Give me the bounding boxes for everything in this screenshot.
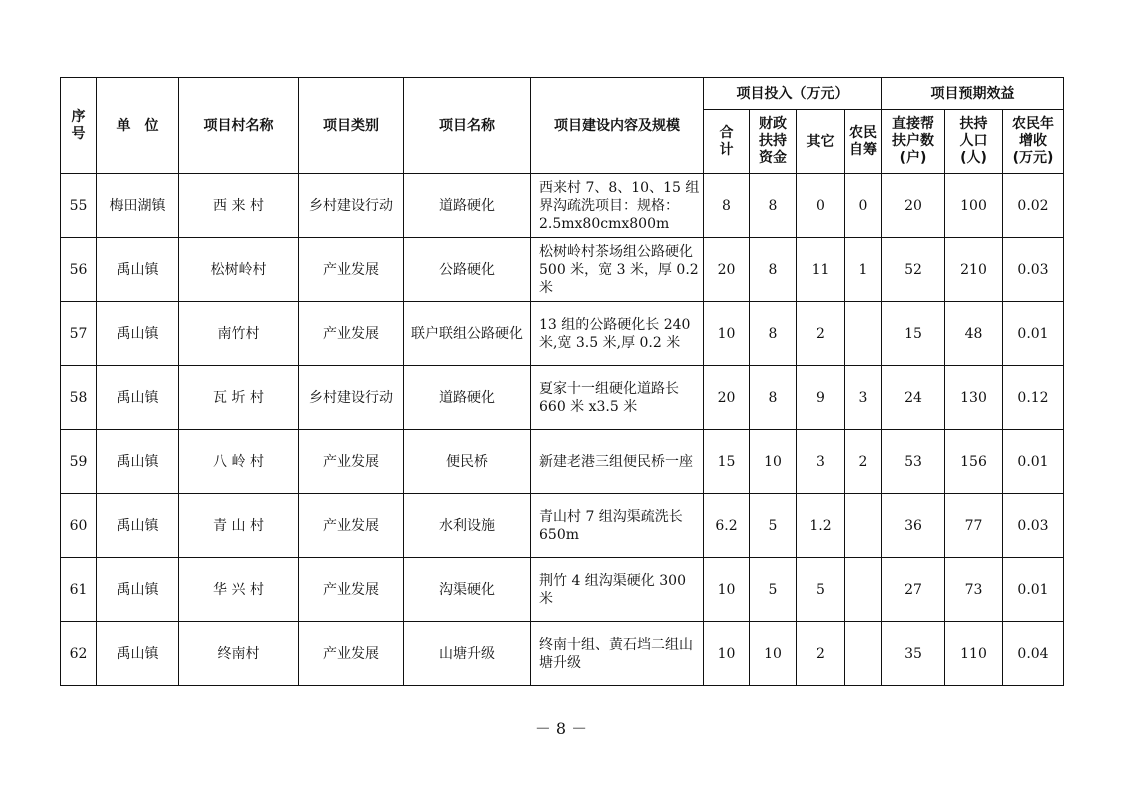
cell-population: 73 xyxy=(945,558,1003,622)
header-investment-group: 项目投入（万元） xyxy=(704,78,882,110)
cell-income: 0.01 xyxy=(1003,430,1064,494)
cell-farmer: 0 xyxy=(845,174,882,238)
header-farmer: 农民自筹 xyxy=(845,110,882,174)
table-row xyxy=(61,494,1064,558)
cell-unit: 禹山镇 xyxy=(97,558,179,622)
header-total: 合计 xyxy=(704,110,750,174)
cell-content: 夏家十一组硬化道路长 660 米 x3.5 米 xyxy=(531,366,704,430)
cell-income: 0.01 xyxy=(1003,302,1064,366)
cell-other: 2 xyxy=(797,302,845,366)
cell-project-name: 便民桥 xyxy=(404,430,531,494)
cell-fiscal: 8 xyxy=(750,174,797,238)
cell-village: 华 兴 村 xyxy=(179,558,299,622)
cell-total: 20 xyxy=(704,366,750,430)
cell-income: 0.02 xyxy=(1003,174,1064,238)
cell-households: 24 xyxy=(882,366,945,430)
cell-farmer xyxy=(845,622,882,686)
cell-farmer: 3 xyxy=(845,366,882,430)
cell-farmer: 2 xyxy=(845,430,882,494)
cell-category: 产业发展 xyxy=(299,494,404,558)
cell-income: 0.01 xyxy=(1003,558,1064,622)
project-table xyxy=(60,77,1064,686)
table-row xyxy=(61,302,1064,366)
cell-category: 产业发展 xyxy=(299,430,404,494)
cell-households: 20 xyxy=(882,174,945,238)
cell-seq: 57 xyxy=(61,302,97,366)
cell-farmer xyxy=(845,302,882,366)
cell-fiscal: 8 xyxy=(750,366,797,430)
table-row xyxy=(61,558,1064,622)
cell-total: 20 xyxy=(704,238,750,302)
cell-income: 0.03 xyxy=(1003,238,1064,302)
header-fiscal: 财政扶持资金 xyxy=(750,110,797,174)
cell-households: 35 xyxy=(882,622,945,686)
cell-total: 10 xyxy=(704,622,750,686)
cell-unit: 禹山镇 xyxy=(97,430,179,494)
cell-total: 8 xyxy=(704,174,750,238)
cell-village: 八 岭 村 xyxy=(179,430,299,494)
cell-other: 5 xyxy=(797,558,845,622)
cell-village: 瓦 圻 村 xyxy=(179,366,299,430)
cell-seq: 61 xyxy=(61,558,97,622)
header-population: 扶持人口(人) xyxy=(945,110,1003,174)
table-row xyxy=(61,622,1064,686)
cell-project-name: 公路硬化 xyxy=(404,238,531,302)
cell-content: 荆竹 4 组沟渠硬化 300 米 xyxy=(531,558,704,622)
cell-category: 乡村建设行动 xyxy=(299,366,404,430)
cell-other: 2 xyxy=(797,622,845,686)
cell-unit: 禹山镇 xyxy=(97,302,179,366)
cell-other: 3 xyxy=(797,430,845,494)
cell-seq: 60 xyxy=(61,494,97,558)
header-content: 项目建设内容及规模 xyxy=(531,78,704,174)
cell-village: 青 山 村 xyxy=(179,494,299,558)
cell-project-name: 道路硬化 xyxy=(404,366,531,430)
header-category: 项目类别 xyxy=(299,78,404,174)
cell-project-name: 道路硬化 xyxy=(404,174,531,238)
cell-farmer: 1 xyxy=(845,238,882,302)
cell-village: 终南村 xyxy=(179,622,299,686)
cell-households: 52 xyxy=(882,238,945,302)
cell-income: 0.03 xyxy=(1003,494,1064,558)
cell-unit: 禹山镇 xyxy=(97,622,179,686)
cell-fiscal: 5 xyxy=(750,494,797,558)
table-row xyxy=(61,238,1064,302)
table-row xyxy=(61,366,1064,430)
cell-seq: 58 xyxy=(61,366,97,430)
cell-other: 1.2 xyxy=(797,494,845,558)
cell-population: 210 xyxy=(945,238,1003,302)
cell-village: 松树岭村 xyxy=(179,238,299,302)
cell-fiscal: 8 xyxy=(750,238,797,302)
cell-total: 10 xyxy=(704,558,750,622)
cell-category: 产业发展 xyxy=(299,558,404,622)
cell-content: 青山村 7 组沟渠疏洗长 650m xyxy=(531,494,704,558)
cell-other: 11 xyxy=(797,238,845,302)
header-income: 农民年增收(万元) xyxy=(1003,110,1064,174)
cell-content: 13 组的公路硬化长 240 米,宽 3.5 米,厚 0.2 米 xyxy=(531,302,704,366)
cell-fiscal: 5 xyxy=(750,558,797,622)
cell-project-name: 沟渠硬化 xyxy=(404,558,531,622)
cell-fiscal: 10 xyxy=(750,430,797,494)
cell-seq: 56 xyxy=(61,238,97,302)
table-row xyxy=(61,430,1064,494)
cell-content: 西来村 7、8、10、15 组界沟疏洗项目：规格：2.5mx80cmx800m xyxy=(531,174,704,238)
page-number: － 8 － xyxy=(534,719,588,738)
cell-income: 0.12 xyxy=(1003,366,1064,430)
cell-households: 27 xyxy=(882,558,945,622)
header-households: 直接帮扶户数(户) xyxy=(882,110,945,174)
header-village: 项目村名称 xyxy=(179,78,299,174)
header-unit: 单 位 xyxy=(97,78,179,174)
cell-category: 产业发展 xyxy=(299,238,404,302)
cell-population: 110 xyxy=(945,622,1003,686)
cell-unit: 梅田湖镇 xyxy=(97,174,179,238)
cell-village: 南竹村 xyxy=(179,302,299,366)
cell-content: 终南十组、黄石垱二组山塘升级 xyxy=(531,622,704,686)
header-project-name: 项目名称 xyxy=(404,78,531,174)
cell-content: 新建老港三组便民桥一座 xyxy=(531,430,704,494)
cell-category: 产业发展 xyxy=(299,622,404,686)
cell-content: 松树岭村茶场组公路硬化 500 米，宽 3 米，厚 0.2 米 xyxy=(531,238,704,302)
cell-fiscal: 8 xyxy=(750,302,797,366)
cell-population: 100 xyxy=(945,174,1003,238)
header-other: 其它 xyxy=(797,110,845,174)
cell-project-name: 联户联组公路硬化 xyxy=(404,302,531,366)
cell-total: 15 xyxy=(704,430,750,494)
cell-seq: 55 xyxy=(61,174,97,238)
cell-unit: 禹山镇 xyxy=(97,494,179,558)
cell-households: 36 xyxy=(882,494,945,558)
header-seq: 序号 xyxy=(61,78,97,174)
cell-total: 10 xyxy=(704,302,750,366)
cell-farmer xyxy=(845,494,882,558)
cell-population: 48 xyxy=(945,302,1003,366)
cell-village: 西 来 村 xyxy=(179,174,299,238)
cell-fiscal: 10 xyxy=(750,622,797,686)
cell-households: 53 xyxy=(882,430,945,494)
cell-total: 6.2 xyxy=(704,494,750,558)
table-row xyxy=(61,174,1064,238)
header-benefit-group: 项目预期效益 xyxy=(882,78,1064,110)
cell-population: 130 xyxy=(945,366,1003,430)
cell-other: 0 xyxy=(797,174,845,238)
cell-project-name: 山塘升级 xyxy=(404,622,531,686)
cell-households: 15 xyxy=(882,302,945,366)
cell-project-name: 水利设施 xyxy=(404,494,531,558)
cell-other: 9 xyxy=(797,366,845,430)
cell-population: 156 xyxy=(945,430,1003,494)
cell-income: 0.04 xyxy=(1003,622,1064,686)
cell-farmer xyxy=(845,558,882,622)
cell-category: 产业发展 xyxy=(299,302,404,366)
cell-population: 77 xyxy=(945,494,1003,558)
cell-category: 乡村建设行动 xyxy=(299,174,404,238)
cell-seq: 62 xyxy=(61,622,97,686)
cell-unit: 禹山镇 xyxy=(97,238,179,302)
cell-unit: 禹山镇 xyxy=(97,366,179,430)
cell-seq: 59 xyxy=(61,430,97,494)
